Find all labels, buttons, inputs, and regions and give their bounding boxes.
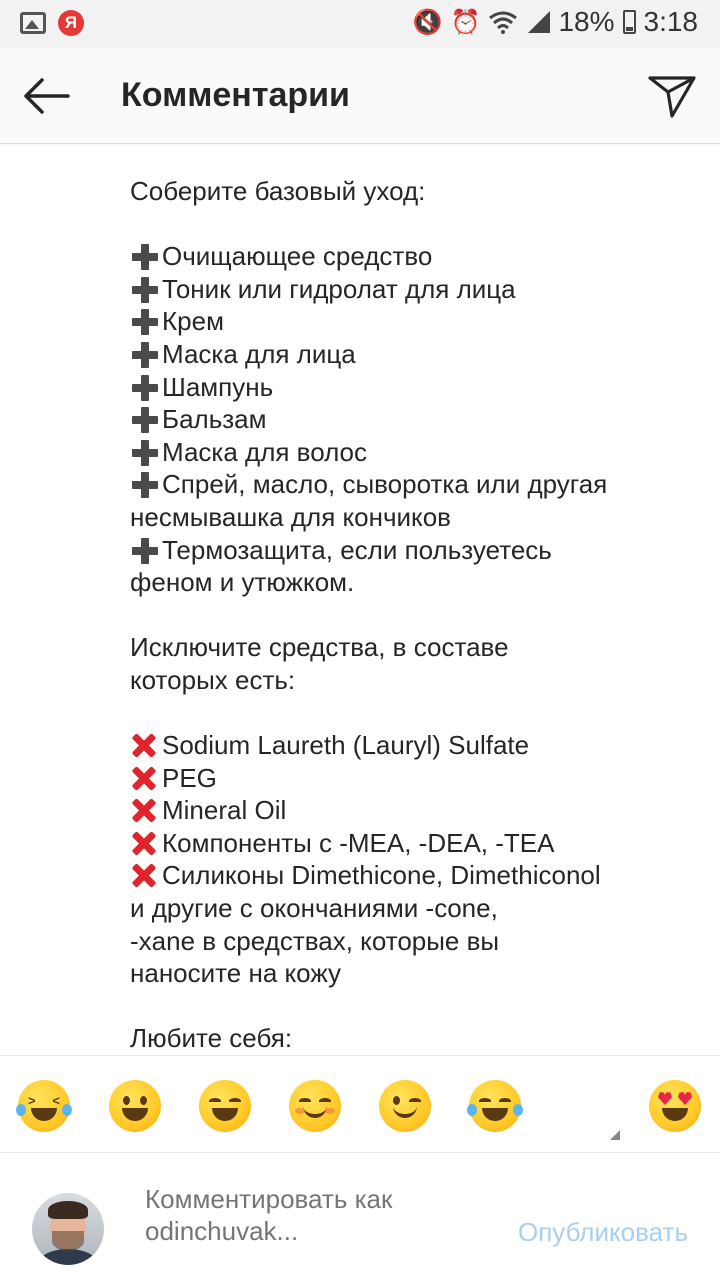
- grinning-squinting-emoji-icon[interactable]: [199, 1080, 251, 1132]
- list-item: Компоненты с -MEA, -DEA, -TEA: [130, 827, 700, 860]
- more-emoji-indicator-icon: [610, 1130, 620, 1140]
- list-item: Тоник или гидролат для лица: [130, 273, 700, 306]
- comment-line: и другие с окончаниями -cone,: [130, 893, 498, 924]
- plus-icon: [130, 472, 160, 496]
- page-title: Комментарии: [121, 76, 350, 114]
- mute-icon: 🔇: [412, 8, 443, 36]
- list-item: Очищающее средство: [130, 240, 700, 273]
- list-item: Шампунь: [130, 371, 700, 404]
- comment-line: [130, 990, 700, 1023]
- rolling-laughing-emoji-icon[interactable]: > <: [18, 1080, 70, 1132]
- list-item: PEG: [130, 762, 700, 795]
- list-item: Маска для лица: [130, 338, 700, 371]
- list-item: Sodium Laureth (Lauryl) Sulfate: [130, 729, 700, 762]
- battery-percent: 18%: [558, 6, 615, 37]
- plus-icon: [130, 440, 160, 464]
- list-item: Силиконы Dimethicone, Dimethiconol: [130, 859, 700, 892]
- cross-mark-icon: [130, 862, 160, 888]
- paper-plane-icon: [646, 70, 698, 122]
- comment-line: феном и утюжком.: [130, 567, 355, 598]
- comment-line: [130, 208, 700, 241]
- share-button[interactable]: [646, 70, 698, 122]
- plus-icon: [130, 309, 160, 333]
- plus-icon: [130, 277, 160, 301]
- back-button[interactable]: [18, 70, 74, 122]
- comment-line: [130, 599, 700, 632]
- status-bar: [0, 0, 720, 48]
- comment-text: [130, 175, 700, 1055]
- battery-icon: [623, 10, 636, 34]
- signal-icon: [526, 11, 550, 33]
- list-item: Термозащита, если пользуетесь: [130, 534, 700, 567]
- cross-mark-icon: [130, 830, 160, 856]
- comment-line: Исключите средства, в составе: [130, 632, 509, 663]
- plus-icon: [130, 375, 160, 399]
- clock: 3:18: [643, 6, 698, 37]
- alarm-icon: ⏰: [450, 8, 481, 36]
- list-item: Спрей, масло, сыворотка или другая: [130, 468, 700, 501]
- comment-line: несмывашка для кончиков: [130, 501, 451, 532]
- heart-eyes-emoji-icon[interactable]: [649, 1080, 701, 1132]
- grinning-emoji-icon[interactable]: [109, 1080, 161, 1132]
- cross-mark-icon: [130, 732, 160, 758]
- tears-of-joy-emoji-icon[interactable]: [469, 1080, 521, 1132]
- comment-composer: [0, 1153, 720, 1280]
- comment-line: -xane в средствах, которые вы: [130, 925, 500, 956]
- comment-line: [130, 697, 700, 730]
- plus-icon: [130, 407, 160, 431]
- plus-icon: [130, 244, 160, 268]
- plus-icon: [130, 342, 160, 366]
- comment-line: Любите себя:: [130, 1023, 293, 1054]
- list-item: Крем: [130, 305, 700, 338]
- arrow-left-icon: [18, 70, 74, 122]
- avatar[interactable]: [32, 1193, 104, 1265]
- comment-line: которых есть:: [130, 664, 296, 695]
- winking-emoji-icon[interactable]: [379, 1080, 431, 1132]
- cross-mark-icon: [130, 765, 160, 791]
- list-item: Маска для волос: [130, 436, 700, 469]
- comment-line: наносите на кожу: [130, 958, 342, 989]
- smiling-blush-emoji-icon[interactable]: [289, 1080, 341, 1132]
- gallery-notification-icon: [20, 12, 46, 34]
- publish-button[interactable]: Опубликовать: [517, 1217, 688, 1247]
- cross-mark-icon: [130, 797, 160, 823]
- yandex-notification-icon: Я: [58, 10, 84, 36]
- app-bar: [0, 48, 720, 144]
- plus-icon: [130, 538, 160, 562]
- wifi-icon: [488, 10, 518, 34]
- comment-input[interactable]: [145, 1183, 485, 1253]
- comment-scroll-area[interactable]: [0, 145, 720, 1055]
- comment-line: Соберите базовый уход:: [130, 176, 426, 206]
- list-item: Mineral Oil: [130, 794, 700, 827]
- list-item: Бальзам: [130, 403, 700, 436]
